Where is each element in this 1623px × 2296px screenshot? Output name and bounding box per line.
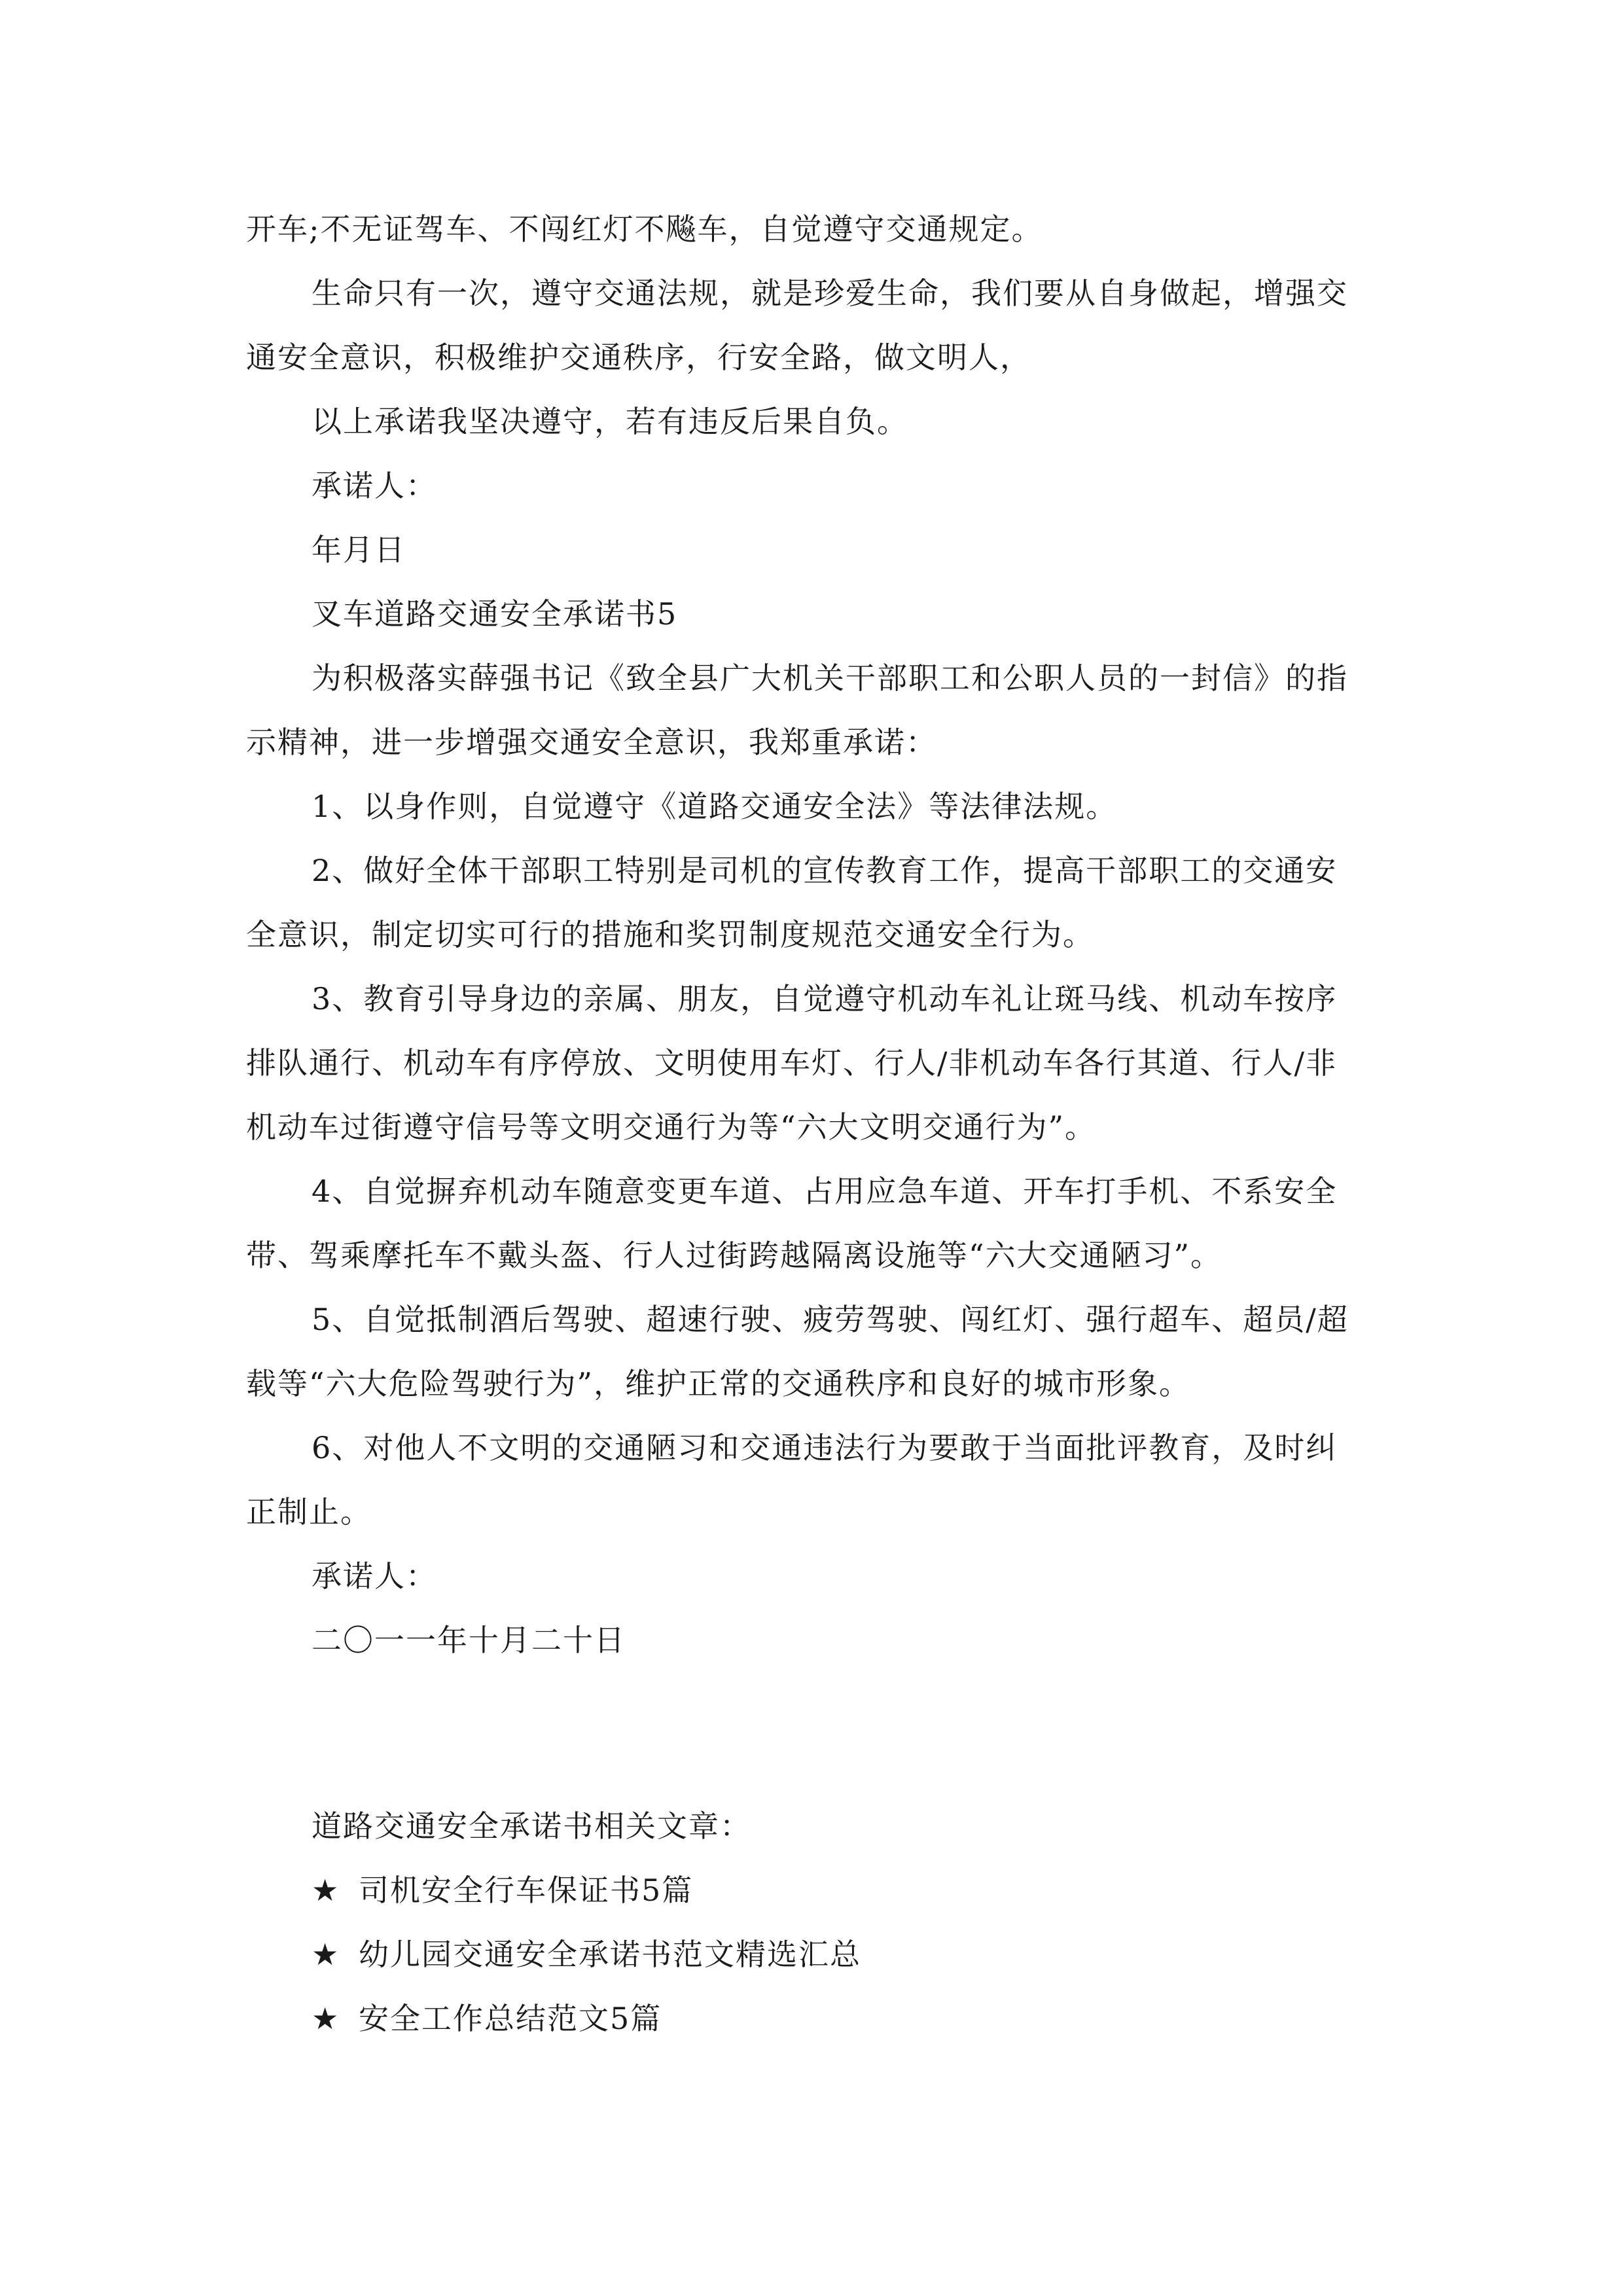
- related-link-text[interactable]: 司机安全行车保证书5篇: [359, 1873, 694, 1908]
- paragraph-line: 全意识，制定切实可行的措施和奖罚制度规范交通安全行为。: [246, 917, 1094, 952]
- pledge-item-5: 5、自觉抵制酒后驾驶、超速行驶、疲劳驾驶、闯红灯、强行超车、超员/超: [312, 1302, 1349, 1337]
- pledge-item-1: 1、以身作则，自觉遵守《道路交通安全法》等法律法规。: [312, 789, 1118, 824]
- paragraph-line: 排队通行、机动车有序停放、文明使用车灯、行人/非机动车各行其道、行人/非: [246, 1045, 1337, 1081]
- related-link-text[interactable]: 安全工作总结范文5篇: [359, 2001, 662, 2036]
- pledge-item-2: 2、做好全体干部职工特别是司机的宣传教育工作，提高干部职工的交通安: [312, 853, 1338, 888]
- paragraph-line: 机动车过街遵守信号等文明交通行为等“六大文明交通行为”。: [246, 1109, 1097, 1145]
- related-link-item[interactable]: [312, 1999, 662, 2038]
- paragraph-line: 载等“六大危险驾驶行为”，维护正常的交通秩序和良好的城市形象。: [246, 1366, 1191, 1401]
- pledge-item-3: 3、教育引导身边的亲属、朋友，自觉遵守机动车礼让斑马线、机动车按序: [312, 981, 1338, 1016]
- paragraph-line: 为积极落实薛强书记《致全县广大机关干部职工和公职人员的一封信》的指: [312, 660, 1348, 696]
- signer-label: 承诺人：: [312, 1558, 437, 1594]
- paragraph-line: 示精神，进一步增强交通安全意识，我郑重承诺：: [246, 725, 937, 760]
- paragraph-line: 以上承诺我坚决遵守，若有违反后果自负。: [312, 404, 908, 439]
- signer-label: 承诺人：: [312, 468, 437, 503]
- date-line: 年月日: [312, 532, 406, 567]
- star-icon: ★: [312, 1937, 340, 1972]
- date-line: 二〇一一年十月二十日: [312, 1623, 626, 1658]
- related-link-item[interactable]: [312, 1871, 693, 1910]
- paragraph-line: 通安全意识，积极维护交通秩序，行安全路，做文明人，: [246, 340, 1031, 375]
- star-icon: ★: [312, 2001, 340, 2036]
- paragraph-line: 开车;不无证驾车、不闯红灯不飚车，自觉遵守交通规定。: [246, 211, 1043, 247]
- paragraph-line: 正制止。: [246, 1494, 372, 1530]
- pledge-item-4: 4、自觉摒弃机动车随意变更车道、占用应急车道、开车打手机、不系安全: [312, 1174, 1338, 1209]
- related-heading: 道路交通安全承诺书相关文章：: [312, 1808, 751, 1844]
- star-icon: ★: [312, 1873, 340, 1908]
- paragraph-line: 带、驾乘摩托车不戴头盔、行人过街跨越隔离设施等“六大交通陋习”。: [246, 1238, 1222, 1273]
- pledge-item-6: 6、对他人不文明的交通陋习和交通违法行为要敢于当面批评教育，及时纠: [312, 1430, 1338, 1465]
- related-link-text[interactable]: 幼儿园交通安全承诺书范文精选汇总: [359, 1937, 861, 1972]
- paragraph-line: 生命只有一次，遵守交通法规，就是珍爱生命，我们要从自身做起，增强交: [312, 276, 1348, 311]
- related-link-item[interactable]: [312, 1935, 861, 1974]
- section-title: 叉车道路交通安全承诺书5: [312, 596, 678, 632]
